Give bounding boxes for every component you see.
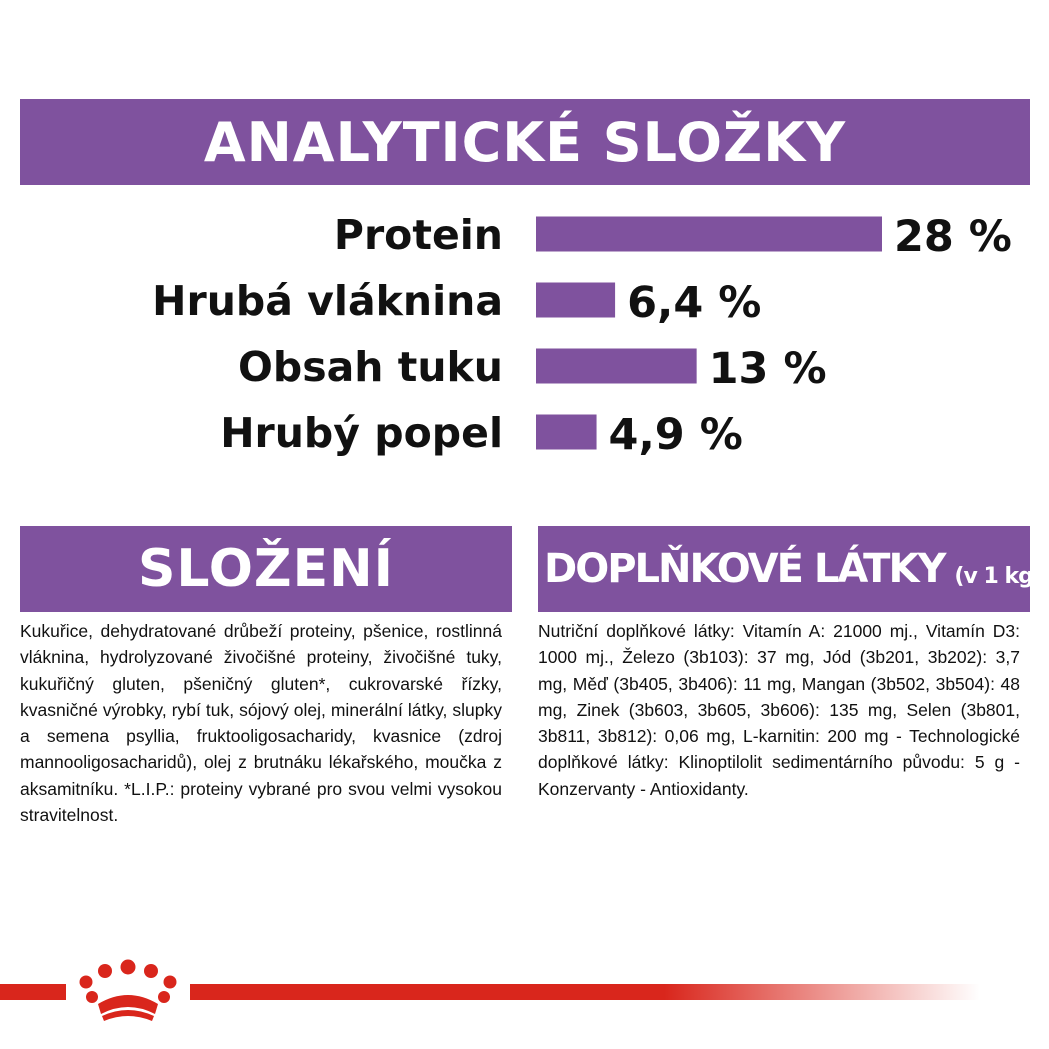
additives-title: DOPLŇKOVÉ LÁTKY [544, 546, 945, 592]
additives-title-banner [538, 526, 1042, 612]
brand-footer [0, 958, 1049, 1028]
composition-title: SLOŽENÍ [137, 539, 395, 599]
bar [536, 283, 615, 318]
nutrient-bar-chart [0, 200, 1049, 470]
value-label: 28 % [894, 212, 1012, 262]
value-label: 6,4 % [627, 278, 762, 328]
value-label: 13 % [708, 344, 827, 394]
bar [536, 349, 697, 384]
composition-text: Kukuřice, dehydratované drůbeží proteiny, pšenice, rostlinná vláknina, hydrolyzované živočišné proteiny, živočišné tuky, kukuřičný gluten, pšeničný gluten*, cukrovarské řízky, kvasničné výrobky, rybí tuk, sójový olej, minerální látky, slupky a semena psyllia, fruktooligosacharidy, kvasnice (zdroj mannooligosacharidů), olej z brutnáku lékařského, moučka z aksamitníku. *L.I.P.: proteiny vybrané pro svou velmi vysokou stravitelnost. [20, 621, 502, 826]
bar [536, 415, 597, 450]
analytic-title-banner [20, 99, 1030, 185]
footer-line-right [190, 984, 980, 1000]
category-label: Protein [333, 211, 503, 259]
footer-line-left [0, 984, 66, 1000]
value-label: 4,9 % [608, 410, 743, 460]
bar [536, 217, 882, 252]
analytic-title: ANALYTICKÉ SLOŽKY [203, 110, 847, 174]
category-label: Obsah tuku [238, 343, 503, 391]
additives-text: Nutriční doplňkové látky: Vitamín A: 21000 mj., Vitamín D3: 1000 mj., Železo (3b103): 37 mg, Jód (3b201, 3b202): 3,7 mg, Měď (3b405, 3b406): 11 mg, Mangan (3b502, 3b504): 48 mg, Zinek (3b603, 3b605, 3b606): 135 mg, Selen (3b801, 3b811, 3b812): 0,06 mg, L-karnitin: 200 mg - Technologické doplňkové látky: Klinoptilolit sedimentárního původu: 5 g - Konzervanty - Antioxidanty. [538, 621, 1020, 799]
composition-title-banner [20, 526, 512, 612]
additives-subtitle: (v 1 kg) [954, 563, 1042, 589]
category-label: Hrubý popel [220, 409, 503, 457]
category-label: Hrubá vláknina [152, 277, 503, 325]
crown-icon [80, 960, 177, 1022]
